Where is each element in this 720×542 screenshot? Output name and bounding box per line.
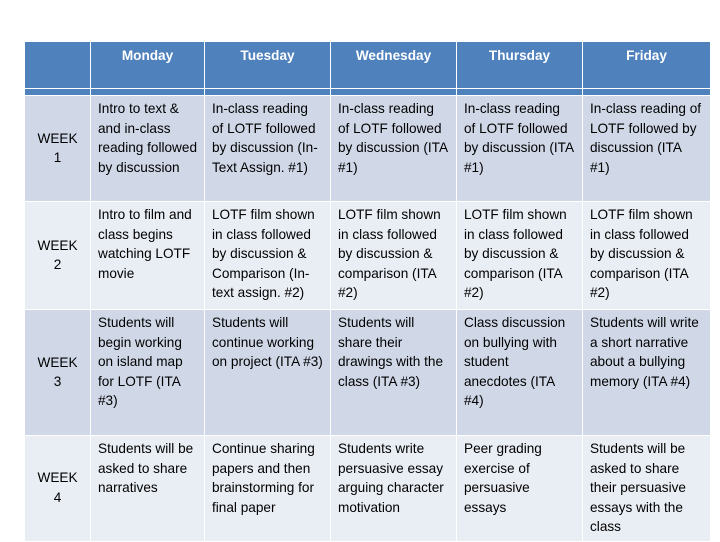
table-cell: In-class reading of LOTF followed by discussion (ITA #1) bbox=[331, 96, 457, 202]
table-cell: In-class reading of LOTF followed by discussion (ITA #1) bbox=[457, 96, 583, 202]
table-cell: Students will be asked to share narratives bbox=[91, 436, 205, 542]
table-cell: Students will continue working on project (ITA #3) bbox=[205, 310, 331, 436]
row-label: WEEK 2 bbox=[25, 202, 91, 310]
table-cell: Students write persuasive essay arguing character motivation bbox=[331, 436, 457, 542]
table-cell: LOTF film shown in class followed by discussion & Comparison (In-text assign. #2) bbox=[205, 202, 331, 310]
header-monday: Monday bbox=[91, 42, 205, 89]
table-cell: Class discussion on bullying with student anecdotes (ITA #4) bbox=[457, 310, 583, 436]
row-label: WEEK 4 bbox=[25, 436, 91, 542]
table-cell: Students will begin working on island map for LOTF (ITA #3) bbox=[91, 310, 205, 436]
row-label: WEEK 3 bbox=[25, 310, 91, 436]
table-cell: In-class reading of LOTF followed by discussion (In-Text Assign. #1) bbox=[205, 96, 331, 202]
table-cell: Students will share their drawings with the class (ITA #3) bbox=[331, 310, 457, 436]
header-friday: Friday bbox=[583, 42, 711, 89]
header-tuesday: Tuesday bbox=[205, 42, 331, 89]
weekly-schedule-table bbox=[24, 41, 711, 542]
header-thursday: Thursday bbox=[457, 42, 583, 89]
table-row bbox=[25, 202, 711, 310]
header-corner bbox=[25, 42, 91, 89]
table-cell: Students will write a short narrative about a bullying memory (ITA #4) bbox=[583, 310, 711, 436]
table-cell: In-class reading of LOTF followed by discussion (ITA #1) bbox=[583, 96, 711, 202]
table-cell: LOTF film shown in class followed by discussion & comparison (ITA #2) bbox=[331, 202, 457, 310]
table-row bbox=[25, 96, 711, 202]
header-row bbox=[25, 42, 711, 89]
header-wednesday: Wednesday bbox=[331, 42, 457, 89]
row-label: WEEK 1 bbox=[25, 96, 91, 202]
table-cell: Continue sharing papers and then brainstorming for final paper bbox=[205, 436, 331, 542]
table-row bbox=[25, 436, 711, 542]
header-spacer bbox=[25, 89, 711, 96]
table-row bbox=[25, 310, 711, 436]
table-cell: Students will be asked to share their persuasive essays with the class bbox=[583, 436, 711, 542]
table-cell: Intro to film and class begins watching LOTF movie bbox=[91, 202, 205, 310]
table-cell: Intro to text & and in-class reading followed by discussion bbox=[91, 96, 205, 202]
table-cell: LOTF film shown in class followed by discussion & comparison (ITA #2) bbox=[583, 202, 711, 310]
table-cell: Peer grading exercise of persuasive essays bbox=[457, 436, 583, 542]
table-cell: LOTF film shown in class followed by discussion & comparison (ITA #2) bbox=[457, 202, 583, 310]
